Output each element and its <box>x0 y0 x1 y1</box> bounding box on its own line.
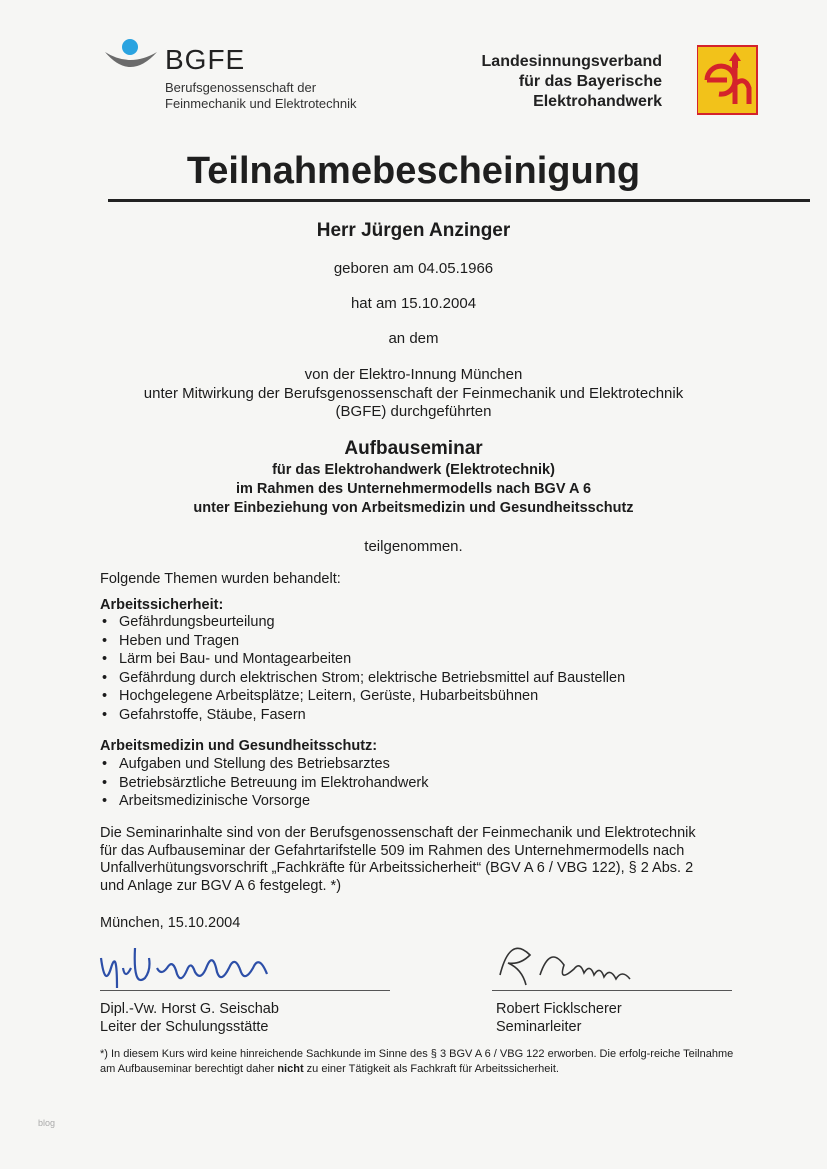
seminar-line-2: im Rahmen des Unternehmermodells nach BGV A 6 <box>235 481 592 497</box>
list-item: • Arbeitsmedizinische Vorsorge <box>100 792 428 811</box>
bgfe-name: BGFE <box>165 44 246 75</box>
seminar-line-1: für das Elektrohandwerk (Elektrotechnik) <box>272 462 555 478</box>
title-divider <box>108 199 810 202</box>
organizer-line-3: (BGFE) durchgeführten <box>335 403 492 420</box>
section-heading: Arbeitssicherheit: <box>100 597 224 613</box>
participant-name: Herr Jürgen Anzinger <box>316 220 511 241</box>
bgfe-logo <box>103 38 159 78</box>
birth-date: geboren am 04.05.1966 <box>333 260 494 277</box>
list-item: • Gefährdung durch elektrischen Strom; elektrische Betriebsmittel auf Baustellen <box>100 669 625 688</box>
list-item: • Heben und Tragen <box>100 632 625 651</box>
signatory-left <box>100 1000 279 1036</box>
signatory-role: Seminarleiter <box>496 1019 582 1035</box>
signatory-right <box>496 1000 622 1036</box>
list-item: • Gefährdungsbeurteilung <box>100 613 625 632</box>
topics-intro: Folgende Themen wurden behandelt: <box>100 571 341 587</box>
section-heading: Arbeitsmedizin und Gesundheitsschutz: <box>100 738 378 754</box>
seminar-content-paragraph: Die Seminarinhalte sind von der Berufsgenossenschaft der Feinmechanik und Elektrotechnik für das Aufbauseminar der Gefahrtarifstelle 509 im Rahmen des Unternehmermodells nach Unfallverhütungsvorschrift „Fachkräfte für Arbeitssicherheit“ (BGV A 6 / VBG 122), § 2 Abs. 2 und Anlage zur BGV A 6 festgelegt. *) <box>100 825 696 894</box>
page-title: Teilnahmebescheinigung <box>186 150 641 192</box>
organizer-line-2: unter Mitwirkung der Berufsgenossenschaft der Feinmechanik und Elektrotechnik <box>143 385 684 402</box>
signature-left <box>95 928 325 998</box>
place-date: München, 15.10.2004 <box>100 915 241 931</box>
list-item: • Hochgelegene Arbeitsplätze; Leitern, Gerüste, Hubarbeitsbühnen <box>100 687 625 706</box>
list-item: • Betriebsärztliche Betreuung im Elektrohandwerk <box>100 774 428 793</box>
list-item: • Lärm bei Bau- und Montagearbeiten <box>100 650 625 669</box>
an-dem-text: an dem <box>388 330 439 347</box>
signature-line-right <box>492 990 732 991</box>
e-handwerk-logo <box>697 44 759 116</box>
signature-right <box>490 935 690 990</box>
topic-list <box>100 613 625 724</box>
list-item: • Aufgaben und Stellung des Betriebsarztes <box>100 755 428 774</box>
signatory-role: Leiter der Schulungsstätte <box>100 1019 269 1035</box>
participated-text: teilgenommen. <box>364 538 463 555</box>
landesinnungsverband-title: Landesinnungsverband für das Bayerische Elektrohandwerk <box>481 53 662 110</box>
seminar-title: Aufbauseminar <box>344 438 483 459</box>
bgfe-subtitle: Berufsgenossenschaft der Feinmechanik und Elektrotechnik <box>165 80 357 111</box>
organizer-line-1: von der Elektro-Innung München <box>304 366 523 383</box>
signature-line-left <box>100 990 390 991</box>
topic-list <box>100 755 428 811</box>
list-item: • Gefahrstoffe, Stäube, Fasern <box>100 706 625 725</box>
signatory-name: Dipl.-Vw. Horst G. Seischab <box>100 1001 279 1017</box>
attendance-date: hat am 15.10.2004 <box>350 295 477 312</box>
footnote: *) In diesem Kurs wird keine hinreichende Sachkunde im Sinne des § 3 BGV A 6 / VBG 122 erworben. Die erfolg-reiche Teilnahme am Aufbauseminar berechtigt daher nicht zu einer Tätigkeit als Fachkraft für Arbeitssicherheit. <box>100 1048 734 1075</box>
seminar-line-3: unter Einbeziehung von Arbeitsmedizin und Gesundheitsschutz <box>193 500 634 516</box>
signatory-name: Robert Ficklscherer <box>496 1001 622 1017</box>
watermark: blog <box>38 1118 56 1128</box>
